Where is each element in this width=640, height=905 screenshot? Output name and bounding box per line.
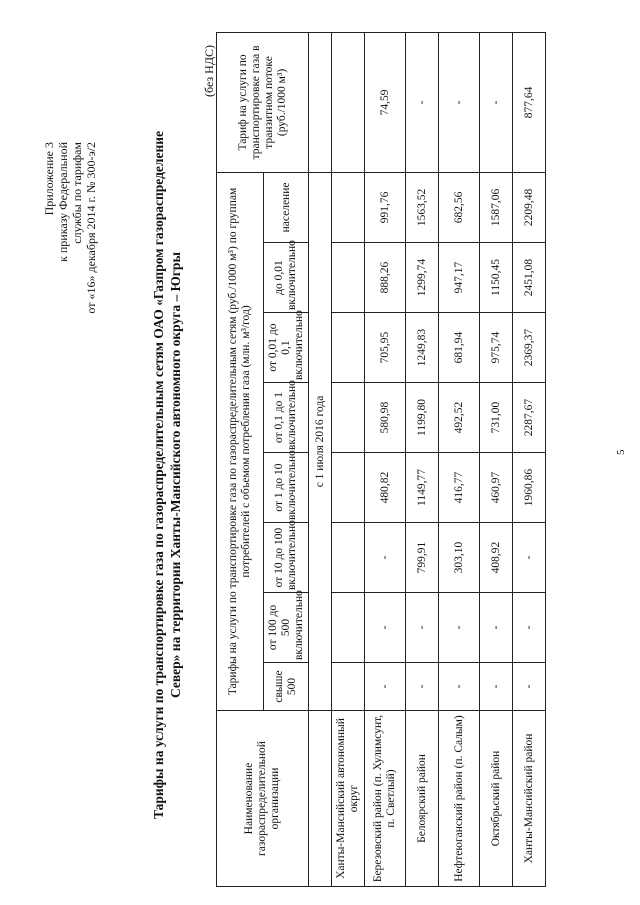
- tariff-value: -: [480, 663, 513, 711]
- annex-line: от «16» декабря 2014 г. № 300-э/2: [84, 142, 98, 314]
- tariff-value: 705,95: [365, 313, 406, 383]
- empty-cell: [332, 593, 365, 663]
- district-name: Нефтеюганский район (п. Салым): [439, 711, 480, 887]
- period-blank-cell: [309, 711, 332, 887]
- tariff-value: 416,77: [439, 453, 480, 523]
- tariff-value: -: [365, 663, 406, 711]
- tariff-value: -: [480, 593, 513, 663]
- title-line: Тарифы на услуги по транспортировке газа по газораспределительным сетям ОАО «Газпром газораспределение: [151, 130, 166, 820]
- empty-cell: [332, 663, 365, 711]
- header-subcol: свыше 500: [264, 663, 309, 711]
- annex-line: Приложение 3: [42, 142, 56, 216]
- transit-value: -: [480, 32, 513, 172]
- tariff-value: 2287,67: [513, 383, 546, 453]
- header-organization: Наименование газораспределительной организации: [217, 711, 309, 887]
- tariff-table: [216, 32, 546, 887]
- transit-value: -: [439, 32, 480, 172]
- tariff-value: 408,92: [480, 523, 513, 593]
- header-subcol: от 100 до 500 включительно: [264, 593, 309, 663]
- tariff-value: 681,94: [439, 313, 480, 383]
- empty-cell: [332, 523, 365, 593]
- tariff-value: -: [406, 663, 439, 711]
- tariff-value: 947,17: [439, 243, 480, 313]
- annex-header: [42, 142, 98, 382]
- vat-note: (без НДС): [202, 44, 216, 97]
- header-subcol: от 0,1 до 1 включительно: [264, 383, 309, 453]
- tariff-value: 480,82: [365, 453, 406, 523]
- tariff-value: 303,10: [439, 523, 480, 593]
- district-name: Белоярский район: [406, 711, 439, 887]
- tariff-value: 1299,74: [406, 243, 439, 313]
- empty-cell: [332, 243, 365, 313]
- tariff-value: 492,52: [439, 383, 480, 453]
- header-subcol: от 0,01 до 0,1 включительно: [264, 313, 309, 383]
- district-name: Березовский район (п. Хулимсунт, п. Светлый): [365, 711, 406, 887]
- header-subcol: население: [264, 172, 309, 242]
- tariff-value: -: [513, 523, 546, 593]
- table-row: [480, 32, 513, 886]
- district-name: Октябрьский район: [480, 711, 513, 887]
- tariff-value: 1960,86: [513, 453, 546, 523]
- tariff-value: -: [406, 593, 439, 663]
- transit-value: -: [406, 32, 439, 172]
- table-row: [439, 32, 480, 886]
- document-title: [150, 75, 184, 875]
- transit-value: 74,59: [365, 32, 406, 172]
- empty-cell: [332, 32, 365, 172]
- tariff-value: -: [365, 593, 406, 663]
- district-name: Ханты-Мансийский район: [513, 711, 546, 887]
- tariff-value: 2369,37: [513, 313, 546, 383]
- tariff-value: 731,00: [480, 383, 513, 453]
- table-row: [406, 32, 439, 886]
- region-name: Ханты-Мансийский автономный округ: [332, 711, 365, 887]
- tariff-value: 991,76: [365, 172, 406, 242]
- table-row: [365, 32, 406, 886]
- tariff-value: 1149,77: [406, 453, 439, 523]
- tariff-value: 1587,06: [480, 172, 513, 242]
- period-blank-cell: [309, 32, 332, 172]
- tariff-value: -: [513, 593, 546, 663]
- annex-line: службы по тарифам: [70, 142, 84, 244]
- table-row: [513, 32, 546, 886]
- tariff-value: 1150,45: [480, 243, 513, 313]
- header-subcol: от 10 до 100 включительно: [264, 523, 309, 593]
- tariff-value: 888,26: [365, 243, 406, 313]
- period-label: с 1 июля 2016 года: [309, 172, 332, 710]
- tariff-value: -: [365, 523, 406, 593]
- transit-value: 877,64: [513, 32, 546, 172]
- empty-cell: [332, 172, 365, 242]
- tariff-value: 460,97: [480, 453, 513, 523]
- tariff-value: 580,98: [365, 383, 406, 453]
- tariff-value: 975,74: [480, 313, 513, 383]
- tariff-value: -: [439, 593, 480, 663]
- tariff-value: -: [513, 663, 546, 711]
- tariff-value: 1199,80: [406, 383, 439, 453]
- tariff-value: 1563,52: [406, 172, 439, 242]
- header-transit-tariff: Тариф на услуги по транспортировке газа в транзитном потоке (руб./1000 м³): [217, 32, 309, 172]
- empty-cell: [332, 383, 365, 453]
- tariff-value: 799,91: [406, 523, 439, 593]
- header-subcol: до 0,01 включительно: [264, 243, 309, 313]
- annex-line: к приказу Федеральной: [56, 142, 70, 262]
- tariff-value: 1249,83: [406, 313, 439, 383]
- empty-cell: [332, 313, 365, 383]
- header-subcol: от 1 до 10 включительно: [264, 453, 309, 523]
- title-line: Север» на территории Ханты-Мансийского автономного округа – Югры: [168, 252, 183, 699]
- tariff-value: 2451,08: [513, 243, 546, 313]
- page-number: 5: [615, 449, 627, 455]
- header-tariff-group: Тарифы на услуги по транспортировке газа по газораспределительным сетям (руб./1000 м³) по группам потребителей с объемом потребления газа (млн. м³/год): [217, 172, 264, 710]
- empty-cell: [332, 453, 365, 523]
- tariff-value: 682,56: [439, 172, 480, 242]
- tariff-value: -: [439, 663, 480, 711]
- tariff-value: 2209,48: [513, 172, 546, 242]
